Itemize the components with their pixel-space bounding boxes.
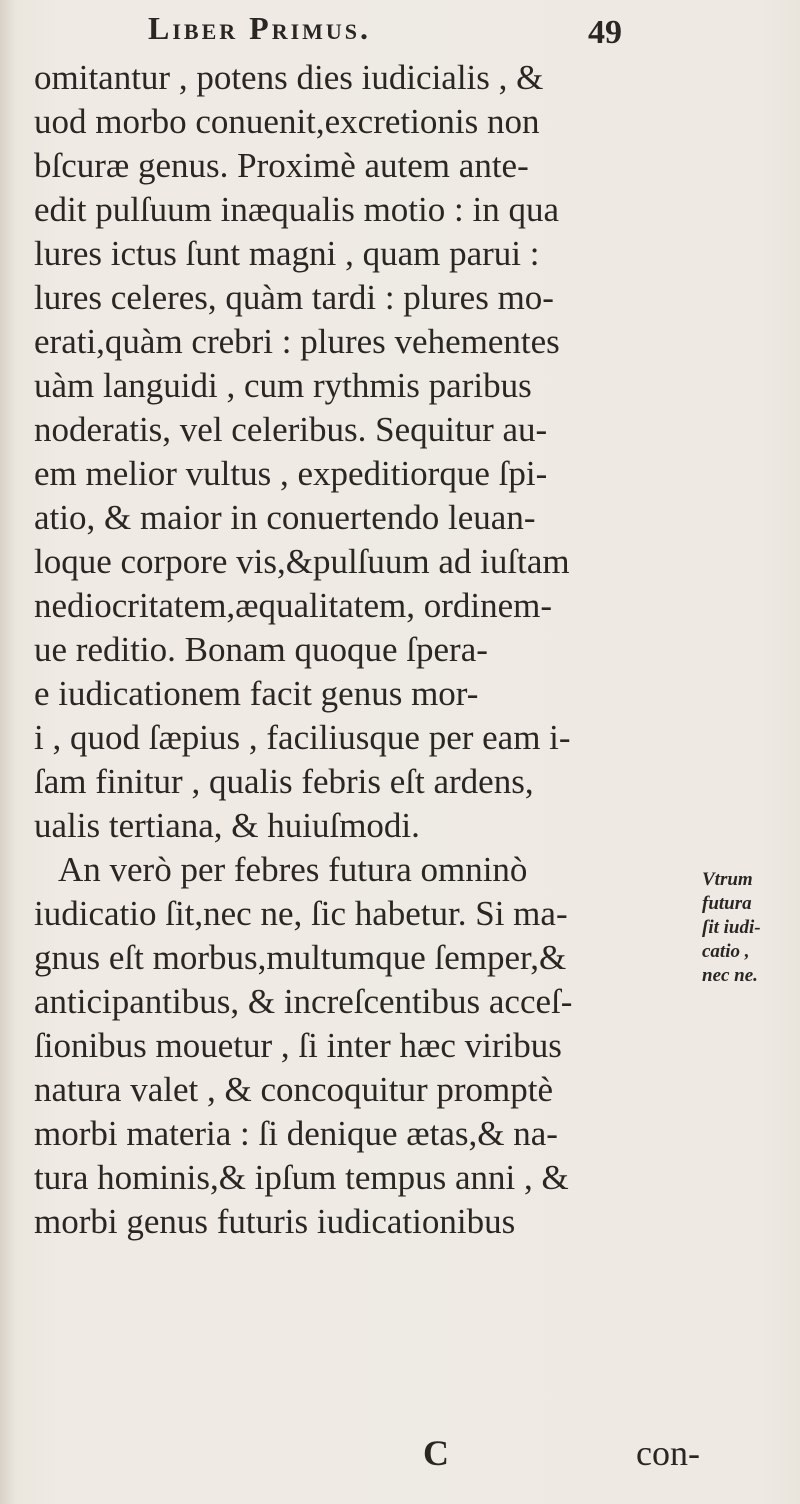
margin-note: ſit iudi- xyxy=(702,917,761,938)
text-line: ſionibus mouetur , ſi inter hæc viribus xyxy=(34,1026,562,1065)
text-line: lures ictus ſunt magni , quam parui : xyxy=(34,234,540,273)
page-number: 49 xyxy=(588,14,622,51)
text-line: omitantur , potens dies iudicialis , & xyxy=(34,58,544,97)
text-line: An verò per febres futura omninò xyxy=(58,850,528,889)
signature-mark: C xyxy=(423,1433,449,1473)
text-line: uàm languidi , cum rythmis paribus xyxy=(34,366,532,405)
text-line: bſcuræ genus. Proximè autem ante- xyxy=(34,146,529,185)
text-line: noderatis, vel celeribus. Sequitur au- xyxy=(34,410,548,449)
text-line: em melior vultus , expeditiorque ſpi- xyxy=(34,454,548,493)
text-line: ue reditio. Bonam quoque ſpera- xyxy=(34,630,488,669)
text-line: iudicatio ſit,nec ne, ſic habetur. Si ma- xyxy=(34,894,568,933)
margin-note: futura xyxy=(702,893,752,914)
margin-note: catio , xyxy=(702,941,750,962)
running-title: Liber Primus. xyxy=(148,10,372,46)
text-line: atio, & maior in conuertendo leuan- xyxy=(34,498,536,537)
text-line: ſam finitur , qualis febris eſt ardens, xyxy=(34,762,534,801)
text-line: edit pulſuum inæqualis motio : in qua xyxy=(34,190,559,229)
text-line: lures celeres, quàm tardi : plures mo- xyxy=(34,278,554,317)
text-line: natura valet , & concoquitur promptè xyxy=(34,1070,554,1109)
page-gutter xyxy=(0,0,14,1504)
catchword: con- xyxy=(636,1433,700,1473)
text-line: tura hominis,& ipſum tempus anni , & xyxy=(34,1158,569,1197)
text-line: morbi genus futuris iudicationibus xyxy=(34,1202,516,1241)
margin-note: nec ne. xyxy=(702,965,758,986)
text-line: e iudicationem facit genus mor- xyxy=(34,674,479,713)
text-line: nediocritatem,æqualitatem, ordinem- xyxy=(34,586,553,625)
text-line: uod morbo conuenit,excretionis non xyxy=(34,102,540,141)
margin-note: Vtrum xyxy=(702,869,753,890)
text-line: erati,quàm crebri : plures vehementes xyxy=(34,322,560,361)
text-line: gnus eſt morbus,multumque ſemper,& xyxy=(34,938,567,977)
text-line: ualis tertiana, & huiuſmodi. xyxy=(34,806,420,845)
text-line: loque corpore vis,&pulſuum ad iuſtam xyxy=(34,542,570,581)
text-line: i , quod ſæpius , faciliusque per eam i- xyxy=(34,718,571,757)
text-line: anticipantibus, & increſcentibus acceſ- xyxy=(34,982,573,1021)
text-line: morbi materia : ſi denique ætas,& na- xyxy=(34,1114,558,1153)
